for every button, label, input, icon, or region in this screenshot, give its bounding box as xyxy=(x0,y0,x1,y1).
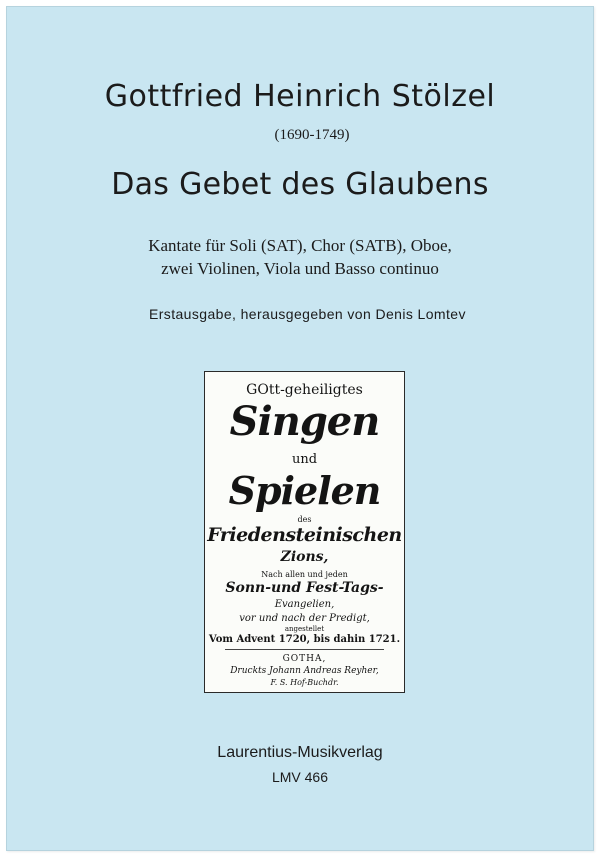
facsimile-line: Sonn-und Fest-Tags- xyxy=(225,580,384,596)
facsimile-line: Singen xyxy=(229,398,380,445)
facsimile-line: Evangelien, xyxy=(274,599,335,610)
publisher-name: Laurentius-Musikverlag xyxy=(217,744,383,761)
score-cover xyxy=(6,6,594,851)
facsimile-line: Spielen xyxy=(228,468,381,513)
facsimile-line: Druckts Johann Andreas Reyher, xyxy=(230,666,379,676)
composer-name: Gottfried Heinrich Stölzel xyxy=(104,79,496,114)
facsimile-line: Vom Advent 1720, bis dahin 1721. xyxy=(208,634,401,645)
facsimile-line: vor und nach der Predigt, xyxy=(239,613,370,624)
facsimile-line: GOtt-geheiligtes xyxy=(246,382,363,398)
instrumentation-line-1: Kantate für Soli (SAT), Chor (SATB), Oboe, xyxy=(148,236,452,255)
facsimile-divider xyxy=(225,649,384,650)
facsimile-line: Friedensteinischen xyxy=(207,524,402,546)
facsimile-line: Nach allen und jeden xyxy=(261,570,348,579)
facsimile-line: GOTHA, xyxy=(282,654,327,664)
facsimile-line: Zions, xyxy=(280,549,329,565)
title-page-facsimile xyxy=(204,371,405,693)
facsimile-line: und xyxy=(291,452,318,467)
facsimile-line: angestellet xyxy=(284,625,325,633)
facsimile-line: des xyxy=(297,515,312,524)
catalog-number: LMV 466 xyxy=(271,769,329,785)
instrumentation-line-2: zwei Violinen, Viola und Basso continuo xyxy=(161,259,439,278)
edition-note: Erstausgabe, herausgegeben von Denis Lomtev xyxy=(149,306,466,322)
composer-dates: (1690-1749) xyxy=(274,127,350,143)
work-title: Das Gebet des Glaubens xyxy=(111,167,489,202)
facsimile-line: F. S. Hof-Buchdr. xyxy=(270,678,339,687)
